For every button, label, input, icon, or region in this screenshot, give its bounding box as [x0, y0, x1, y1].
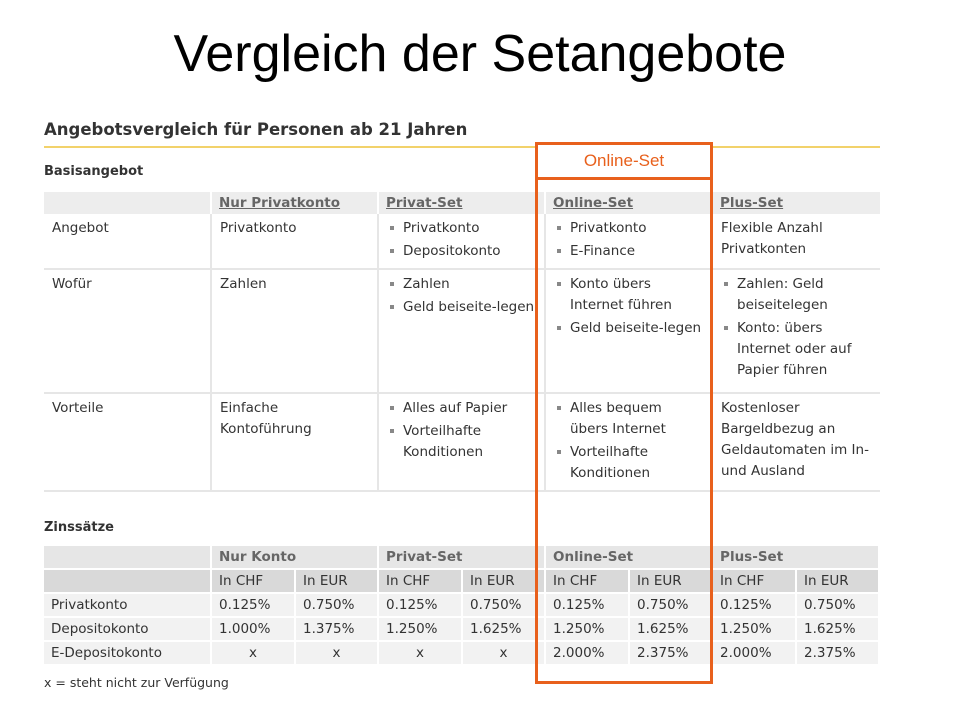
zins-group-row	[44, 546, 880, 570]
rate-cell: 1.250%	[713, 618, 797, 642]
list-item: Geld beiseite-legen	[554, 318, 703, 339]
table-row	[44, 270, 880, 394]
currency-eur: In EUR	[463, 570, 546, 594]
cell-nur: Privatkonto	[212, 214, 379, 270]
online-set-highlight-label: Online-Set	[535, 142, 713, 180]
row-label: Angebot	[44, 214, 212, 270]
rate-cell: 1.250%	[546, 618, 630, 642]
list-item: Zahlen	[387, 274, 536, 295]
table-row	[44, 642, 880, 666]
basis-header-empty	[44, 192, 212, 214]
rate-cell: 0.750%	[463, 594, 546, 618]
zins-group-nur-konto: Nur Konto	[212, 546, 379, 570]
zins-group-plus-set: Plus-Set	[713, 546, 880, 570]
basis-table	[44, 192, 880, 492]
currency-eur: In EUR	[630, 570, 713, 594]
list-item: Privatkonto	[387, 218, 536, 239]
zins-group-privat-set: Privat-Set	[379, 546, 546, 570]
table-row	[44, 594, 880, 618]
zins-section-label: Zinssätze	[44, 520, 114, 535]
rate-cell: 1.250%	[379, 618, 463, 642]
list-item: Alles bequem übers Internet	[554, 398, 703, 440]
list-item: Vorteilhafte Konditionen	[387, 421, 536, 463]
rate-cell: x	[212, 642, 296, 666]
rate-cell: 2.375%	[630, 642, 713, 666]
footnote: x = steht nicht zur Verfügung	[44, 675, 229, 690]
cell-privat	[379, 270, 546, 394]
list-item: Depositokonto	[387, 241, 536, 262]
cell-online	[546, 394, 713, 492]
basis-section-label: Basisangebot	[44, 164, 144, 179]
rate-cell: x	[296, 642, 379, 666]
rate-cell: 2.375%	[797, 642, 880, 666]
rate-cell: 0.750%	[630, 594, 713, 618]
basis-header-plus-set: Plus-Set	[713, 192, 880, 214]
rate-cell: 1.000%	[212, 618, 296, 642]
currency-eur: In EUR	[296, 570, 379, 594]
cell-online	[546, 214, 713, 270]
basis-header-privat-set: Privat-Set	[379, 192, 546, 214]
rate-cell: 1.375%	[296, 618, 379, 642]
list-item: Privatkonto	[554, 218, 703, 239]
basis-header-online-set: Online-Set	[546, 192, 713, 214]
rate-cell: 0.750%	[296, 594, 379, 618]
rate-cell: 2.000%	[713, 642, 797, 666]
table-row	[44, 618, 880, 642]
list-item: Zahlen: Geld beiseitelegen	[721, 274, 872, 316]
cell-privat	[379, 214, 546, 270]
row-label: Privatkonto	[44, 594, 212, 618]
zins-table	[44, 546, 880, 666]
rate-cell: 1.625%	[463, 618, 546, 642]
cell-plus: Flexible Anzahl Privatkonten	[713, 214, 880, 270]
list-item: Alles auf Papier	[387, 398, 536, 419]
zins-currency-row	[44, 570, 880, 594]
currency-chf: In CHF	[713, 570, 797, 594]
rate-cell: 0.750%	[797, 594, 880, 618]
zins-header-empty	[44, 546, 212, 570]
basis-header-row	[44, 192, 880, 214]
list-item: Konto: übers Internet oder auf Papier führen	[721, 318, 872, 381]
list-item: Geld beiseite-legen	[387, 297, 536, 318]
list-item: E-Finance	[554, 241, 703, 262]
rate-cell: 1.625%	[797, 618, 880, 642]
cell-privat	[379, 394, 546, 492]
cell-plus: Kostenloser Bargeldbezug an Geldautomaten im In- und Ausland	[713, 394, 880, 492]
basis-header-nur-privatkonto: Nur Privatkonto	[212, 192, 379, 214]
rate-cell: 0.125%	[212, 594, 296, 618]
row-label: Wofür	[44, 270, 212, 394]
rate-cell: x	[379, 642, 463, 666]
rate-cell: x	[463, 642, 546, 666]
slide-title: Vergleich der Setangebote	[173, 25, 787, 83]
rate-cell: 0.125%	[546, 594, 630, 618]
document-heading: Angebotsvergleich für Personen ab 21 Jahren	[44, 120, 468, 139]
row-label: Vorteile	[44, 394, 212, 492]
rate-cell: 2.000%	[546, 642, 630, 666]
table-row	[44, 394, 880, 492]
rate-cell: 1.625%	[630, 618, 713, 642]
cell-nur: Zahlen	[212, 270, 379, 394]
zins-currency-empty	[44, 570, 212, 594]
list-item: Konto übers Internet führen	[554, 274, 703, 316]
currency-eur: In EUR	[797, 570, 880, 594]
cell-online	[546, 270, 713, 394]
currency-chf: In CHF	[212, 570, 296, 594]
row-label: E-Depositokonto	[44, 642, 212, 666]
table-row	[44, 214, 880, 270]
currency-chf: In CHF	[379, 570, 463, 594]
zins-group-online-set: Online-Set	[546, 546, 713, 570]
rate-cell: 0.125%	[379, 594, 463, 618]
cell-plus	[713, 270, 880, 394]
currency-chf: In CHF	[546, 570, 630, 594]
cell-nur: Einfache Kontoführung	[212, 394, 379, 492]
row-label: Depositokonto	[44, 618, 212, 642]
list-item: Vorteilhafte Konditionen	[554, 442, 703, 484]
offer-comparison-document	[44, 118, 880, 692]
rate-cell: 0.125%	[713, 594, 797, 618]
